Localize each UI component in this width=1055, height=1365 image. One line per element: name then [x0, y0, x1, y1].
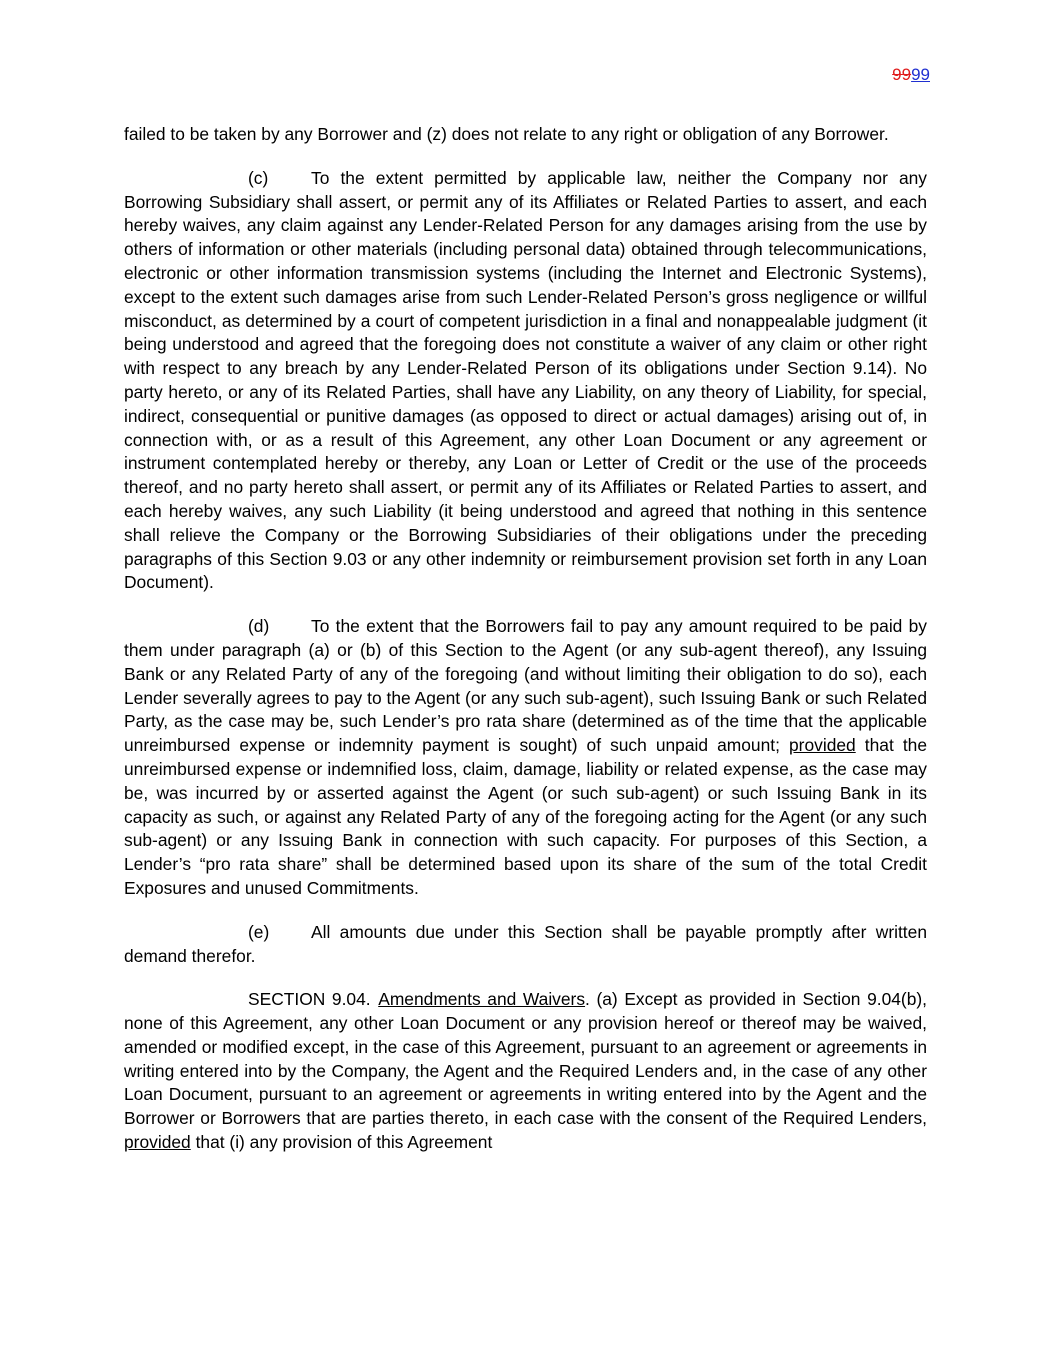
paragraph-c-text: To the extent permitted by applicable law, neither the Company nor any Borrowing Subsidiary shall assert, or permit any of its Affiliates or Related Parties to assert, and each hereby waives, any claim against any Lender-Related Person for any damages arising from the use by others of information or other materials (including personal data) obtained through telecommunications, electronic or other information transmission systems (including the Internet and Electronic Systems), except to the extent such damages arise from such Lender-Related Person’s gross negligence or willful misconduct, as determined by a court of competent jurisdiction in a final and nonappealable judgment (it being understood and agreed that the foregoing does not constitute a waiver of any claim or other right with respect to any breach by any Lender-Related Person of its obligations under Section 9.14). No party hereto, or any of its Related Parties, shall have any Liability, on any theory of Liability, for special, indirect, consequential or punitive damages (as opposed to direct or actual damages) arising out of, in connection with, or as a result of this Agreement, any other Loan Document or any agreement or instrument contemplated hereby or thereby, any Loan or Letter of Credit or the use of the proceeds thereof, and no party hereto shall assert, or permit any of its Affiliates or Related Parties to assert, and each hereby waives, any such Liability (it being understood and agreed that nothing in this sentence shall relieve the Company or the Borrowing Subsidiaries of their obligations under the preceding paragraphs of this Section 9.03 or any other indemnity or reimbursement provision set forth in any Loan Document).: [124, 167, 927, 593]
paragraph-continuation: failed to be taken by any Borrower and (z) does not relate to any right or obligation of any Borrower.: [124, 124, 889, 144]
paragraph-d-text-b: that the unreimbursed expense or indemnified loss, claim, damage, liability or related expense, as the case may be, was incurred by or asserted against the Agent (or such sub-agent) or such Issuing Bank in its capacity as such, or against any Related Party of any of the foregoing acting for the Agent (or any such sub-agent) or any Issuing Bank in connection with such capacity. For purposes of this Section, a Lender’s “pro rata share” shall be determined based upon its share of the sum of the total Credit Exposures and unused Commitments.: [124, 735, 927, 898]
page-number: [892, 64, 930, 86]
section-provided: provided: [124, 1132, 191, 1153]
page-number-deleted: 99: [892, 65, 912, 84]
page-number-inserted: 99: [911, 65, 930, 84]
paragraph-d-provided: provided: [789, 735, 856, 756]
section-number: SECTION 9.04.: [248, 989, 371, 1010]
section-text-b: that (i) any provision of this Agreement: [195, 1132, 493, 1153]
paragraph-d: [124, 615, 927, 901]
document-body: [124, 123, 927, 1175]
section-text-a: . (a) Except as provided in Section 9.04(b), none of this Agreement, any other Loan Document or any provision hereof or thereof may be waived, amended or modified except, in the case of this Agreement, pursuant to an agreement or agreements in writing entered into by the Company, the Agent and the Required Lenders and, in the case of any other Loan Document, pursuant to an agreement or agreements in writing entered into by the Agent and the Borrower or Borrowers that are parties thereto, in each case with the consent of the Required Lenders,: [124, 989, 928, 1129]
paragraph-e: [124, 921, 927, 969]
paragraph-c-label: (c): [248, 167, 269, 188]
paragraph-e-label: (e): [248, 921, 270, 942]
section-9-04: [124, 988, 927, 1155]
paragraph-d-text-a: To the extent that the Borrowers fail to pay any amount required to be paid by them under paragraph (a) or (b) of this Section to the Agent (or any sub-agent thereof), any Issuing Bank or any Related Party of any of the foregoing (and without limiting their obligation to do so), each Lender severally agrees to pay to the Agent (or any such sub-agent), such Issuing Bank or such Related Party, as the case may be, such Lender’s pro rata share (determined as of the time that the applicable unreimbursed expense or indemnity payment is sought) of such unpaid amount;: [124, 616, 927, 756]
section-title: Amendments and Waivers: [378, 989, 586, 1010]
paragraph-d-label: (d): [248, 616, 270, 637]
paragraph-e-text: All amounts due under this Section shall be payable promptly after written demand therefor.: [124, 921, 927, 966]
paragraph-c: [124, 167, 927, 595]
